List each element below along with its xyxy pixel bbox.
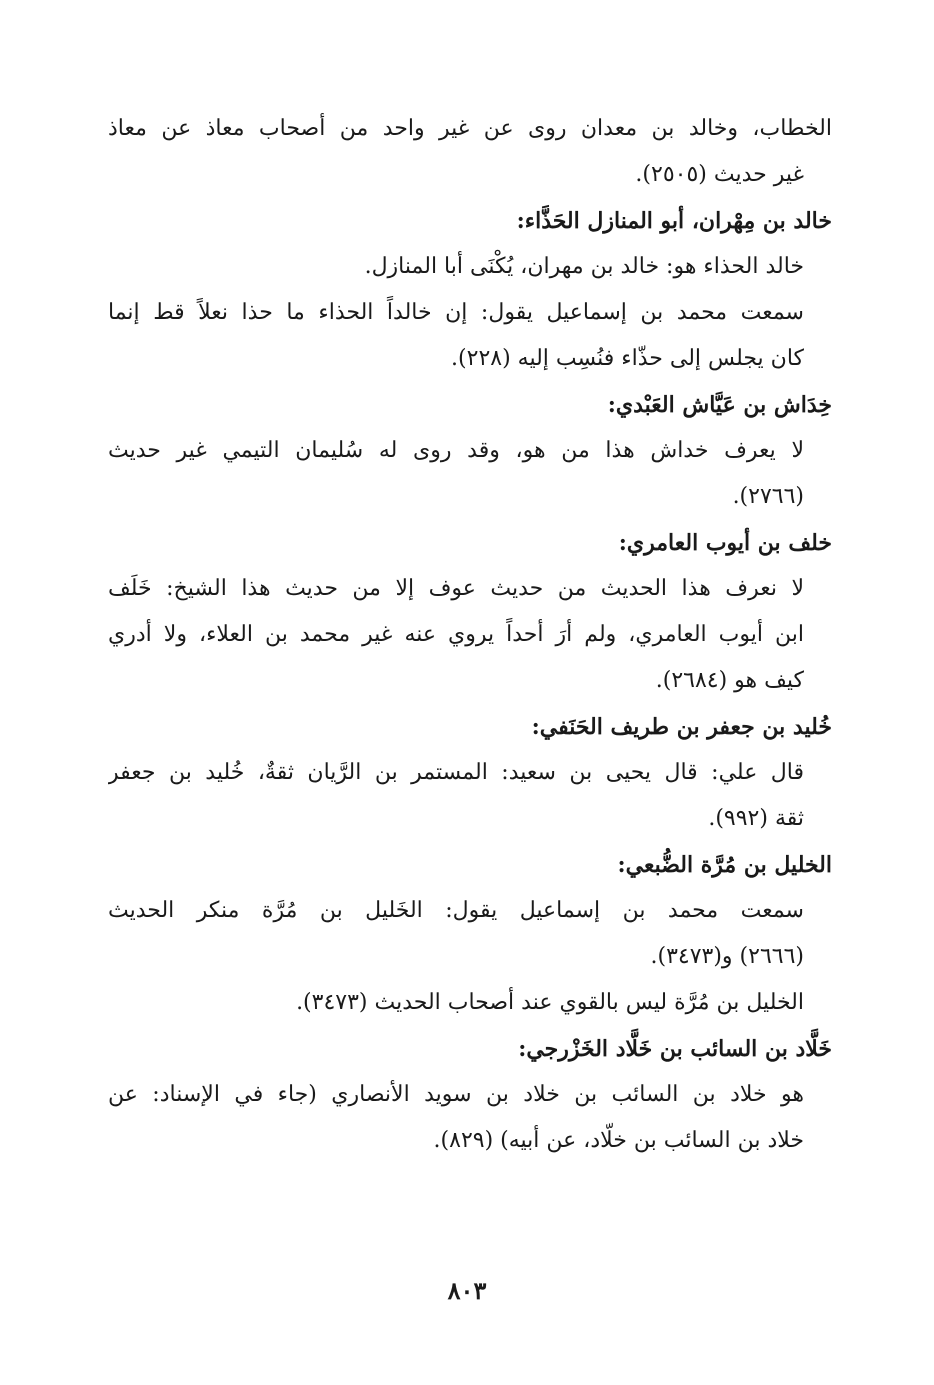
- entry-heading: خالد بن مِهْران، أبو المنازل الحَذَّاء:: [516, 208, 832, 234]
- text-line: سمعت محمد بن إسماعيل يقول: الخَليل بن مُرَّة منكر الحديث: [108, 898, 804, 923]
- text-line: كان يجلس إلى حذّاء فنُسِب إليه (٢٢٨).: [451, 346, 804, 371]
- text-line: (٢٦٦٦) و(٣٤٧٣).: [650, 944, 804, 969]
- text-line: قال علي: قال يحيى بن سعيد: المستمر بن الرَّيان ثقةٌ، خُليد بن جعفر: [108, 760, 804, 785]
- page-body: [108, 106, 832, 1164]
- text-line: هو خلاد بن السائب بن خلاد بن سويد الأنصاري (جاء في الإسناد: عن: [108, 1082, 804, 1107]
- entry-heading: خِدَاش بن عَيَّاش العَبْدي:: [607, 392, 832, 418]
- text-line: ابن أيوب العامري، ولم أرَ أحداً يروي عنه غير محمد بن العلاء، ولا أدري: [108, 622, 804, 647]
- text-line: سمعت محمد بن إسماعيل يقول: إن خالداً الحذاء ما حذا نعلاً قط إنما: [108, 300, 804, 325]
- text-line: (٢٧٦٦).: [732, 484, 804, 509]
- text-line: خالد الحذاء هو: خالد بن مهران، يُكْنَى أبا المنازل.: [364, 254, 804, 279]
- text-line: لا نعرف هذا الحديث من حديث عوف إلا من حديث هذا الشيخ: خَلَف: [108, 576, 804, 601]
- page-number: ٨٠٣: [447, 1276, 487, 1305]
- text-line: خلاد بن السائب بن خلّاد، عن أبيه) (٨٢٩).: [433, 1128, 804, 1153]
- text-line: كيف هو (٢٦٨٤).: [655, 668, 804, 693]
- text-line: الخطاب، وخالد بن معدان روى عن غير واحد من أصحاب معاذ عن معاذ: [108, 116, 832, 141]
- entry-heading: خَلَّاد بن السائب بن خَلَّاد الخَزْرجي:: [518, 1036, 832, 1062]
- text-line: الخليل بن مُرَّة ليس بالقوي عند أصحاب الحديث (٣٤٧٣).: [296, 990, 804, 1015]
- entry-heading: الخليل بن مُرَّة الضُّبعي:: [617, 852, 832, 878]
- text-line: ثقة (٩٩٢).: [708, 806, 804, 831]
- text-line: لا يعرف خداش هذا من هو، وقد روى له سُليمان التيمي غير حديث: [108, 438, 804, 463]
- entry-heading: خُليد بن جعفر بن طريف الحَنَفي:: [531, 714, 832, 740]
- entry-heading: خلف بن أيوب العامري:: [618, 530, 832, 556]
- text-line: غير حديث (٢٥٠٥).: [635, 162, 804, 187]
